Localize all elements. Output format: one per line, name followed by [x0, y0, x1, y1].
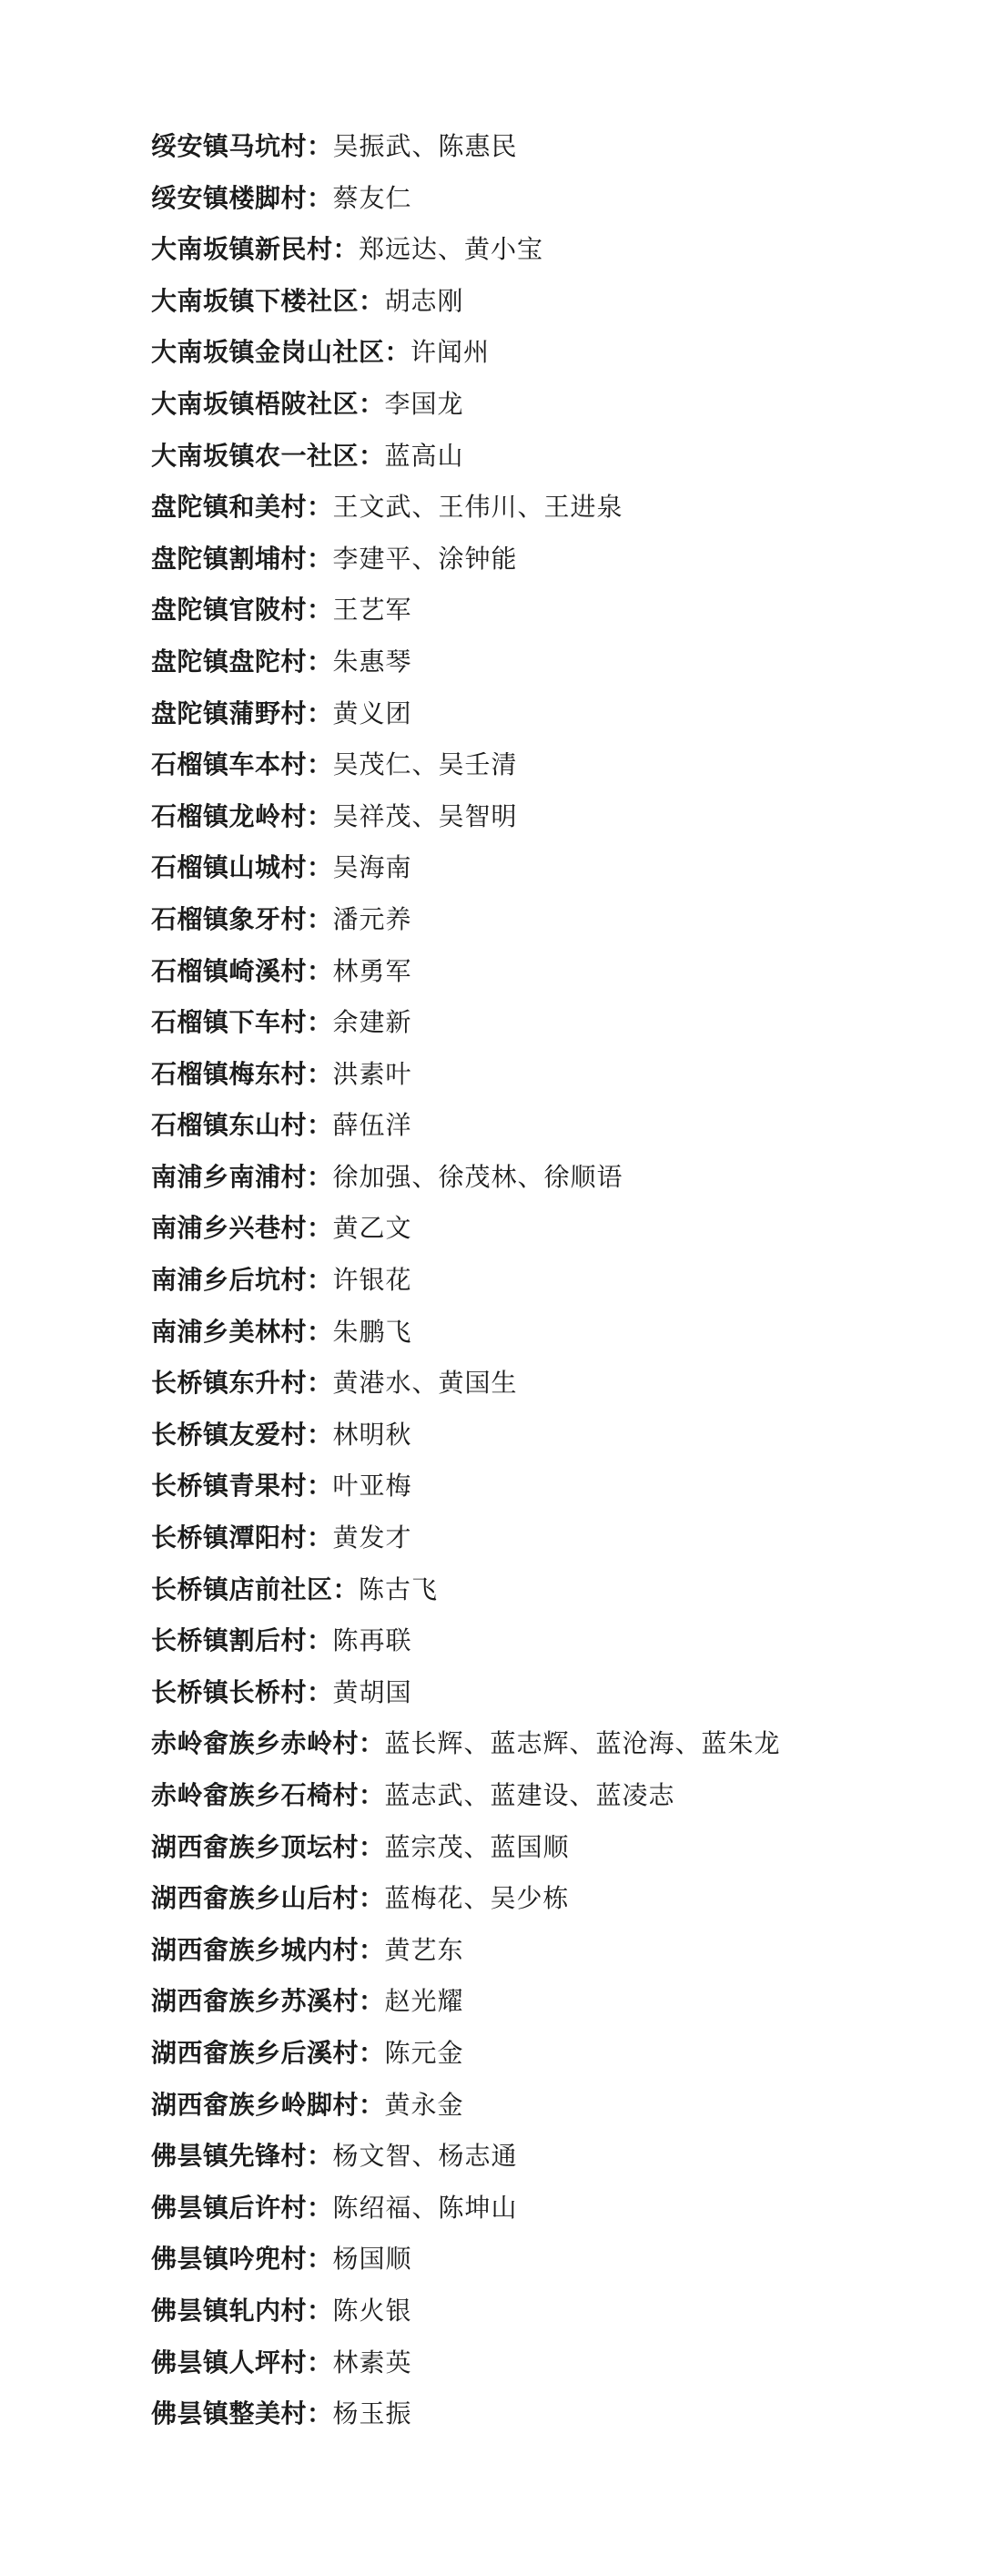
list-item: [151, 2131, 781, 2183]
village-label: 盘陀镇割埔村：: [151, 543, 333, 574]
person-names: 黄永金: [384, 2089, 464, 2120]
person-names: 蓝高山: [384, 440, 464, 471]
list-item: [151, 997, 781, 1049]
person-names: 吴海南: [332, 852, 412, 883]
list-item: [151, 2028, 781, 2080]
list-item: [151, 2080, 781, 2132]
person-names: 蓝梅花、吴少栋: [384, 1883, 570, 1914]
village-label: 石榴镇龙岭村：: [151, 800, 333, 831]
village-label: 湖西畲族乡山后村：: [151, 1883, 385, 1914]
list-item: [151, 1203, 781, 1255]
list-item: [151, 585, 781, 636]
person-names: 陈元金: [384, 2037, 464, 2068]
list-item: [151, 739, 781, 791]
person-names: 胡志刚: [384, 285, 464, 316]
village-label: 长桥镇友爱村：: [151, 1419, 333, 1450]
village-label: 长桥镇东升村：: [151, 1368, 333, 1399]
person-names: 蔡友仁: [332, 182, 412, 213]
village-label: 佛昙镇吟兜村：: [151, 2244, 333, 2275]
village-label: 赤岭畲族乡赤岭村：: [151, 1728, 385, 1759]
list-item: [151, 1718, 781, 1770]
person-names: 陈绍福、陈坤山: [332, 2192, 518, 2223]
village-label: 湖西畲族乡顶坛村：: [151, 1831, 385, 1862]
person-names: 王文武、王伟川、王进泉: [332, 492, 623, 523]
list-item: [151, 1976, 781, 2028]
village-label: 绥安镇楼脚村：: [151, 182, 333, 213]
village-label: 石榴镇崎溪村：: [151, 955, 333, 986]
person-names: 朱惠琴: [332, 646, 412, 677]
person-names: 陈古飞: [359, 1573, 439, 1604]
village-label: 盘陀镇盘陀村：: [151, 646, 333, 677]
village-label: 石榴镇山城村：: [151, 852, 333, 883]
village-label: 石榴镇下车村：: [151, 1007, 333, 1038]
person-names: 洪素叶: [332, 1058, 412, 1089]
village-label: 绥安镇马坑村：: [151, 131, 333, 161]
village-label: 湖西畲族乡岭脚村：: [151, 2089, 385, 2120]
list-item: [151, 791, 781, 843]
list-item: [151, 1358, 781, 1410]
list-item: [151, 1461, 781, 1512]
village-label: 湖西畲族乡苏溪村：: [151, 1986, 385, 2017]
village-label: 南浦乡美林村：: [151, 1316, 333, 1347]
village-label: 佛昙镇整美村：: [151, 2398, 333, 2429]
list-item: [151, 946, 781, 998]
list-item: [151, 1512, 781, 1564]
person-names: 林勇军: [332, 955, 412, 986]
village-label: 长桥镇潭阳村：: [151, 1522, 333, 1553]
person-names: 薛伍洋: [332, 1110, 412, 1141]
list-item: [151, 2388, 781, 2440]
list-item: [151, 1873, 781, 1925]
village-label: 湖西畲族乡后溪村：: [151, 2037, 385, 2068]
person-names: 蓝志武、蓝建设、蓝凌志: [384, 1780, 675, 1810]
person-names: 许闻州: [410, 337, 491, 368]
village-label: 佛昙镇先锋村：: [151, 2141, 333, 2172]
person-names: 蓝宗茂、蓝国顺: [384, 1831, 570, 1862]
village-label: 南浦乡后坑村：: [151, 1265, 333, 1296]
person-names: 朱鹏飞: [332, 1316, 412, 1347]
list-item: [151, 379, 781, 431]
person-names: 赵光耀: [384, 1986, 464, 2017]
village-label: 盘陀镇和美村：: [151, 492, 333, 523]
person-names: 余建新: [332, 1007, 412, 1038]
village-label: 石榴镇梅东村：: [151, 1058, 333, 1089]
person-names: 徐加强、徐茂林、徐顺语: [332, 1161, 623, 1192]
village-label: 石榴镇东山村：: [151, 1110, 333, 1141]
village-label: 长桥镇割后村：: [151, 1625, 333, 1656]
village-label: 南浦乡南浦村：: [151, 1161, 333, 1192]
list-item: [151, 1152, 781, 1204]
list-item: [151, 842, 781, 894]
village-label: 长桥镇青果村：: [151, 1471, 333, 1502]
list-item: [151, 1307, 781, 1359]
list-item: [151, 431, 781, 483]
village-label: 大南坂镇农一社区：: [151, 440, 385, 471]
village-label: 佛昙镇轧内村：: [151, 2295, 333, 2326]
person-names: 郑远达、黄小宝: [359, 234, 544, 265]
person-names: 吴振武、陈惠民: [332, 131, 518, 161]
person-names: 杨文智、杨志通: [332, 2141, 518, 2172]
village-label: 石榴镇象牙村：: [151, 903, 333, 934]
village-label: 佛昙镇后许村：: [151, 2192, 333, 2223]
person-names: 蓝长辉、蓝志辉、蓝沧海、蓝朱龙: [384, 1728, 781, 1759]
village-label: 盘陀镇官陂村：: [151, 595, 333, 626]
list-item: [151, 1667, 781, 1719]
list-item: [151, 2286, 781, 2337]
person-names: 潘元养: [332, 903, 412, 934]
person-names: 吴茂仁、吴壬清: [332, 749, 518, 780]
village-label: 石榴镇车本村：: [151, 749, 333, 780]
village-label: 大南坂镇新民村：: [151, 234, 360, 265]
village-label: 长桥镇店前社区：: [151, 1573, 360, 1604]
list-item: [151, 327, 781, 379]
person-names: 吴祥茂、吴智明: [332, 800, 518, 831]
list-item: [151, 534, 781, 585]
person-names: 王艺军: [332, 595, 412, 626]
person-names: 黄艺东: [384, 1934, 464, 1965]
village-label: 大南坂镇梧陂社区：: [151, 388, 385, 419]
person-names: 陈火银: [332, 2295, 412, 2326]
person-names: 黄胡国: [332, 1676, 412, 1707]
person-names: 林明秋: [332, 1419, 412, 1450]
village-label: 盘陀镇蒲野村：: [151, 697, 333, 728]
list-item: [151, 1049, 781, 1101]
person-names: 黄乙文: [332, 1213, 412, 1244]
person-names: 黄发才: [332, 1522, 412, 1553]
village-label: 大南坂镇金岗山社区：: [151, 337, 411, 368]
person-names: 陈再联: [332, 1625, 412, 1656]
person-names: 叶亚梅: [332, 1471, 412, 1502]
list-item: [151, 2183, 781, 2235]
list-item: [151, 1564, 781, 1616]
list-item: [151, 173, 781, 225]
village-label: 佛昙镇人坪村：: [151, 2347, 333, 2377]
list-item: [151, 894, 781, 946]
village-name-list: [151, 121, 781, 2440]
person-names: 黄义团: [332, 697, 412, 728]
person-names: 林素英: [332, 2347, 412, 2377]
village-label: 南浦乡兴巷村：: [151, 1213, 333, 1244]
person-names: 李国龙: [384, 388, 464, 419]
village-label: 湖西畲族乡城内村：: [151, 1934, 385, 1965]
list-item: [151, 276, 781, 328]
list-item: [151, 224, 781, 276]
village-label: 长桥镇长桥村：: [151, 1676, 333, 1707]
list-item: [151, 1822, 781, 1874]
list-item: [151, 121, 781, 173]
village-label: 赤岭畲族乡石椅村：: [151, 1780, 385, 1810]
list-item: [151, 688, 781, 740]
list-item: [151, 636, 781, 688]
list-item: [151, 1255, 781, 1307]
list-item: [151, 1770, 781, 1822]
person-names: 杨国顺: [332, 2244, 412, 2275]
list-item: [151, 1615, 781, 1667]
list-item: [151, 2234, 781, 2286]
list-item: [151, 1100, 781, 1152]
list-item: [151, 482, 781, 534]
person-names: 杨玉振: [332, 2398, 412, 2429]
list-item: [151, 2337, 781, 2389]
person-names: 黄港水、黄国生: [332, 1368, 518, 1399]
person-names: 李建平、涂钟能: [332, 543, 518, 574]
village-label: 大南坂镇下楼社区：: [151, 285, 385, 316]
person-names: 许银花: [332, 1265, 412, 1296]
list-item: [151, 1925, 781, 1977]
list-item: [151, 1410, 781, 1461]
